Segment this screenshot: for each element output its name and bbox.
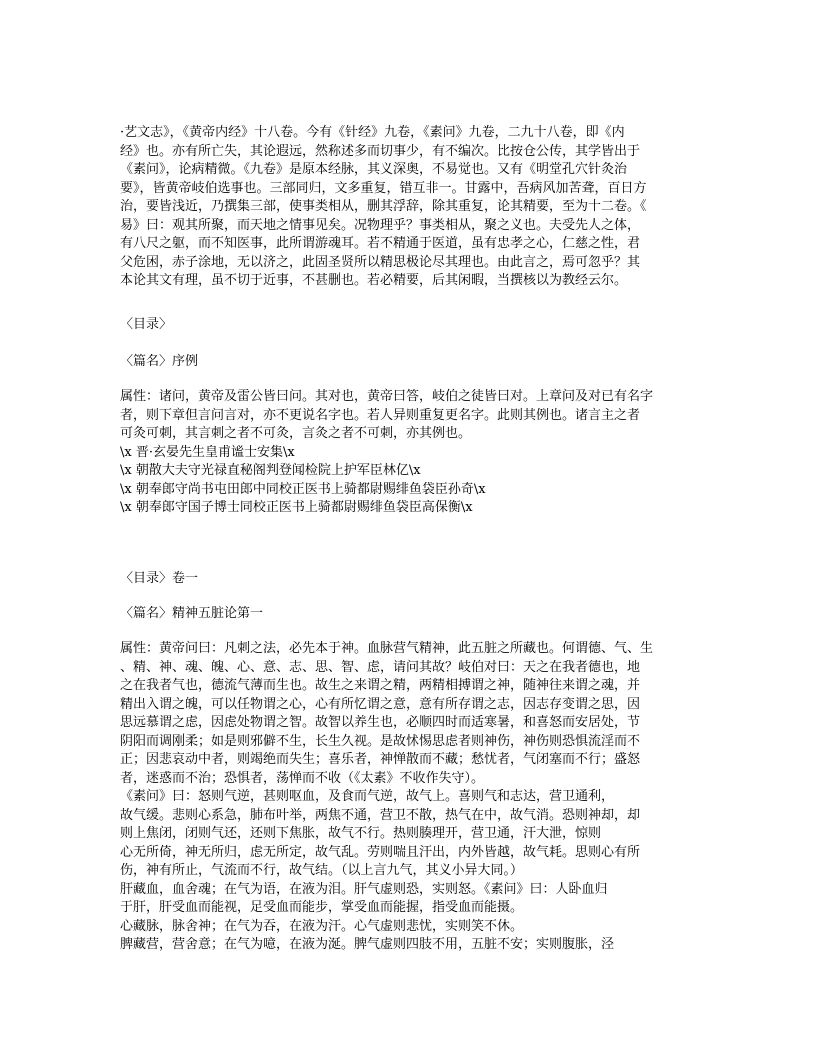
credit-line: \x 朝散大夫守光禄直秘阁判登闻检院上护军臣林亿\x [120, 463, 421, 478]
section1-title: 〈篇名〉序例 [120, 354, 199, 369]
section1-body [120, 388, 695, 518]
intro-paragraph [120, 124, 695, 291]
section1-body-text: 属性：诸问，黄帝及雷公皆曰问。其对也，黄帝曰答，岐伯之徒皆曰对。上章问及对已有名字 者，则下章但言问言对，亦不更说名字也。若人异则重复更名字。此则其例也。诸言主之者 可灸可刺，其言刺之者不可灸，言灸之者不可刺，亦其例也。 [120, 389, 654, 441]
intro-text: ·艺文志》，《黄帝内经》十八卷。今有《针经》九卷，《素问》九卷，二九十八卷，即《内 经》也。亦有所亡失，其论遐远，然称述多而切事少，有不编次。比按仓公传，其学皆出于 《素问》，论病精微。《九卷》是原本经脉，其义深奥，不易觉也。又有《明堂孔穴针灸治 要》，皆黄帝岐伯选事也。三部同归，文多重复，错互非一。甘露中，吾病风加苦聋，百日方 治，要皆浅近，乃撰集三部，使事类相从，删其浮辞，除其重复，论其精要，至为十二卷。《 易》曰：观其所聚，而天地之情事见矣。况物理乎？事类相从，聚之义也。夫受先人之体， 有八尺之躯，而不知医事，此所谓游魂耳。若不精通于医道，虽有忠孝之心，仁慈之性，君 父危困，赤子涂地，无以济之，此固圣贤所以精思极论尽其理也。由此言之，焉可忽乎？其 本论其文有理，虽不切于近事，不甚删也。若必精要，后其闲暇，当撰核以为教经云尔。 [120, 125, 647, 288]
credit-line: \x 朝奉郎守国子博士同校正医书上骑都尉赐绯鱼袋臣高保衡\x [120, 500, 473, 515]
credit-line: \x 晋·玄晏先生皇甫谧士安集\x [120, 444, 295, 460]
section2-body-text: 属性：黄帝问曰：凡刺之法，必先本于神。血脉营气精神，此五脏之所藏也。何谓德、气、生 、精、神、魂、魄、心、意、志、思、智、虑，请问其故？岐伯对曰：天之在我者德也，地 之在我者气也，德流气薄而生也。故生之来谓之精，两精相搏谓之神，随神往来谓之魂，并 精出入谓之魄，可以任物谓之心，心有所忆谓之意，意有所存谓之志，因志存变谓之思，因 思远慕谓之虑，因虑处物谓之智。故智以养生也，必顺四时而适寒暑，和喜怒而安居处，节 阴阳而调刚柔；如是则邪僻不生，长生久视。是故怵惕思虑者则神伤，神伤则恐惧流淫而不 正；因悲哀动中者，则竭绝而失生；喜乐者，神惮散而不藏；愁忧者，气闭塞而不行；盛怒 者，迷惑而不治；恐惧者，荡惮而不收（《太素》不收作失守）。 《素问》曰：怒则气逆，甚则呕血，及食而气逆，故气上。喜则气和志达，营卫通利， 故气缓。悲则心系急，肺布叶举，两焦不通，营卫不散，热气在中，故气消。恐则神却，却 则上焦闭，闭则气还，还则下焦胀，故气不行。热则腠理开，营卫通，汗大泄，惊则 心无所倚，神无所归，虑无所定，故气乱。劳则喘且汗出，内外皆越，故气耗。思则心有所 伤，神有所止，气流而不行，故气结。（以上言九气，其义小异大同。） 肝藏血，血舍魂；在气为语，在液为泪。肝气虚则恐，实则怒。《素问》曰：人卧血归 于肝，肝受血而能视，足受血而能步，掌受血而能握，指受血而能摄。 心藏脉，脉舍神；在气为吞，在液为汗。心气虚则悲忧，实则笑不休。 脾藏营，营舍意；在气为噫，在液为涎。脾气虚则四肢不用，五脏不安；实则腹胀，泾 [120, 641, 654, 952]
section1-toc-heading: 〈目录〉 [120, 317, 173, 332]
credit-line: \x 朝奉郎守尚书屯田郎中同校正医书上骑都尉赐绯鱼袋臣孙奇\x [120, 481, 486, 497]
section2-title: 〈篇名〉精神五脏论第一 [120, 606, 264, 621]
section2-body [120, 640, 695, 955]
section2-toc-heading: 〈目录〉卷一 [120, 571, 199, 586]
